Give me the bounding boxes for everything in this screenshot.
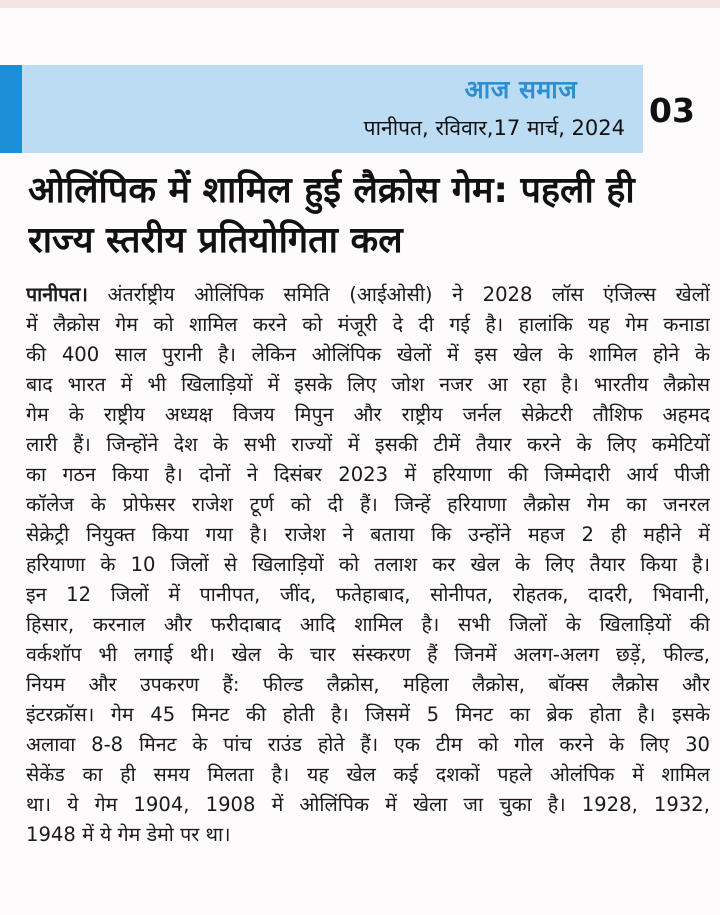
newspaper-masthead: आज समाज xyxy=(464,75,578,104)
page-number: 03 xyxy=(649,91,695,130)
body-line: का गठन किया है। दोनों ने दिसंबर 2023 में हरियाणा की जिम्मेदारी आर्य पीजी xyxy=(26,463,710,486)
body-line: कॉलेज के प्रोफेसर राजेश टूर्ण को दी हैं। जिन्हें हरियाणा लैक्रोस गेम का जनरल xyxy=(26,493,710,516)
body-line: लारी हैं। जिन्होंने देश के सभी राज्यों में इसकी टीमें तैयार करने के लिए कमेटियों xyxy=(26,433,710,456)
body-line: गेम के राष्ट्रीय अध्यक्ष विजय मिपुन और राष्ट्रीय जर्नल सेक्रेटरी तौशिफ अहमद xyxy=(26,403,710,426)
body-line: बाद भारत में भी खिलाड़ियों में इसके लिए जोश नजर आ रहा है। भारतीय लैक्रोस xyxy=(26,373,710,396)
body-line: की 400 साल पुरानी है। लेकिन ओलिंपिक खेलों में इस खेल के शामिल होने के xyxy=(26,343,710,366)
article-dateline-word: पानीपत। xyxy=(26,283,88,306)
body-line: हरियाणा के 10 जिलों से खिलाड़ियों को तलाश कर खेल के लिए तैयार किया है। xyxy=(26,553,710,576)
body-line: वर्कशॉप भी लगाई थी। खेल के चार संस्करण हैं जिनमें अलग-अलग छड़ें, फील्ड, xyxy=(26,643,710,666)
body-line-first-text: अंतर्राष्ट्रीय ओलिंपिक समिति (आईओसी) ने 2028 लॉस एंजिल्स खेलों xyxy=(87,283,710,306)
headline-line: राज्य स्तरीय प्रतियोगिता कल xyxy=(28,220,403,261)
header-accent-bar xyxy=(0,65,22,153)
headline-line: ओलिंपिक में शामिल हुई लैक्रोस गेम: पहली ही xyxy=(28,170,635,211)
body-line: इन 12 जिलों में पानीपत, जींद, फतेहाबाद, सोनीपत, रोहतक, दादरी, भिवानी, xyxy=(26,583,710,606)
body-line: अलावा 8-8 मिनट के पांच राउंड होते हैं। एक टीम को गोल करने के लिए 30 xyxy=(26,733,710,756)
article-body xyxy=(26,280,710,850)
body-line: सेक्रेट्री नियुक्त किया गया है। राजेश ने बताया कि उन्होंने महज 2 ही महीने में xyxy=(26,523,710,546)
body-line: सेकेंड का ही समय मिलता है। यह खेल कई दशकों पहले ओलंपिक में शामिल xyxy=(26,763,710,786)
body-line-first xyxy=(26,280,710,310)
body-line: नियम और उपकरण हैं: फील्ड लैक्रोस, महिला लैक्रोस, बॉक्स लैक्रोस और xyxy=(26,673,710,696)
article-headline xyxy=(28,166,708,266)
edition-dateline: पानीपत, रविवार,17 मार्च, 2024 xyxy=(363,116,625,140)
body-line: इंटरक्रॉस। गेम 45 मिनट की होती है। जिसमें 5 मिनट का ब्रेक होता है। इसके xyxy=(26,703,710,726)
body-line: था। ये गेम 1904, 1908 में ओलिंपिक में खेला जा चुका है। 1928, 1932, xyxy=(26,793,710,816)
body-line-last: 1948 में ये गेम डेमो पर था। xyxy=(26,823,231,846)
body-line: हिसार, करनाल और फरीदाबाद आदि शामिल है। सभी जिलों के खिलाड़ियों की xyxy=(26,613,710,636)
body-line: में लैक्रोस गेम को शामिल करने को मंजूरी दे दी गई है। हालांकि यह गेम कनाडा xyxy=(26,313,710,336)
top-strip xyxy=(0,0,720,8)
